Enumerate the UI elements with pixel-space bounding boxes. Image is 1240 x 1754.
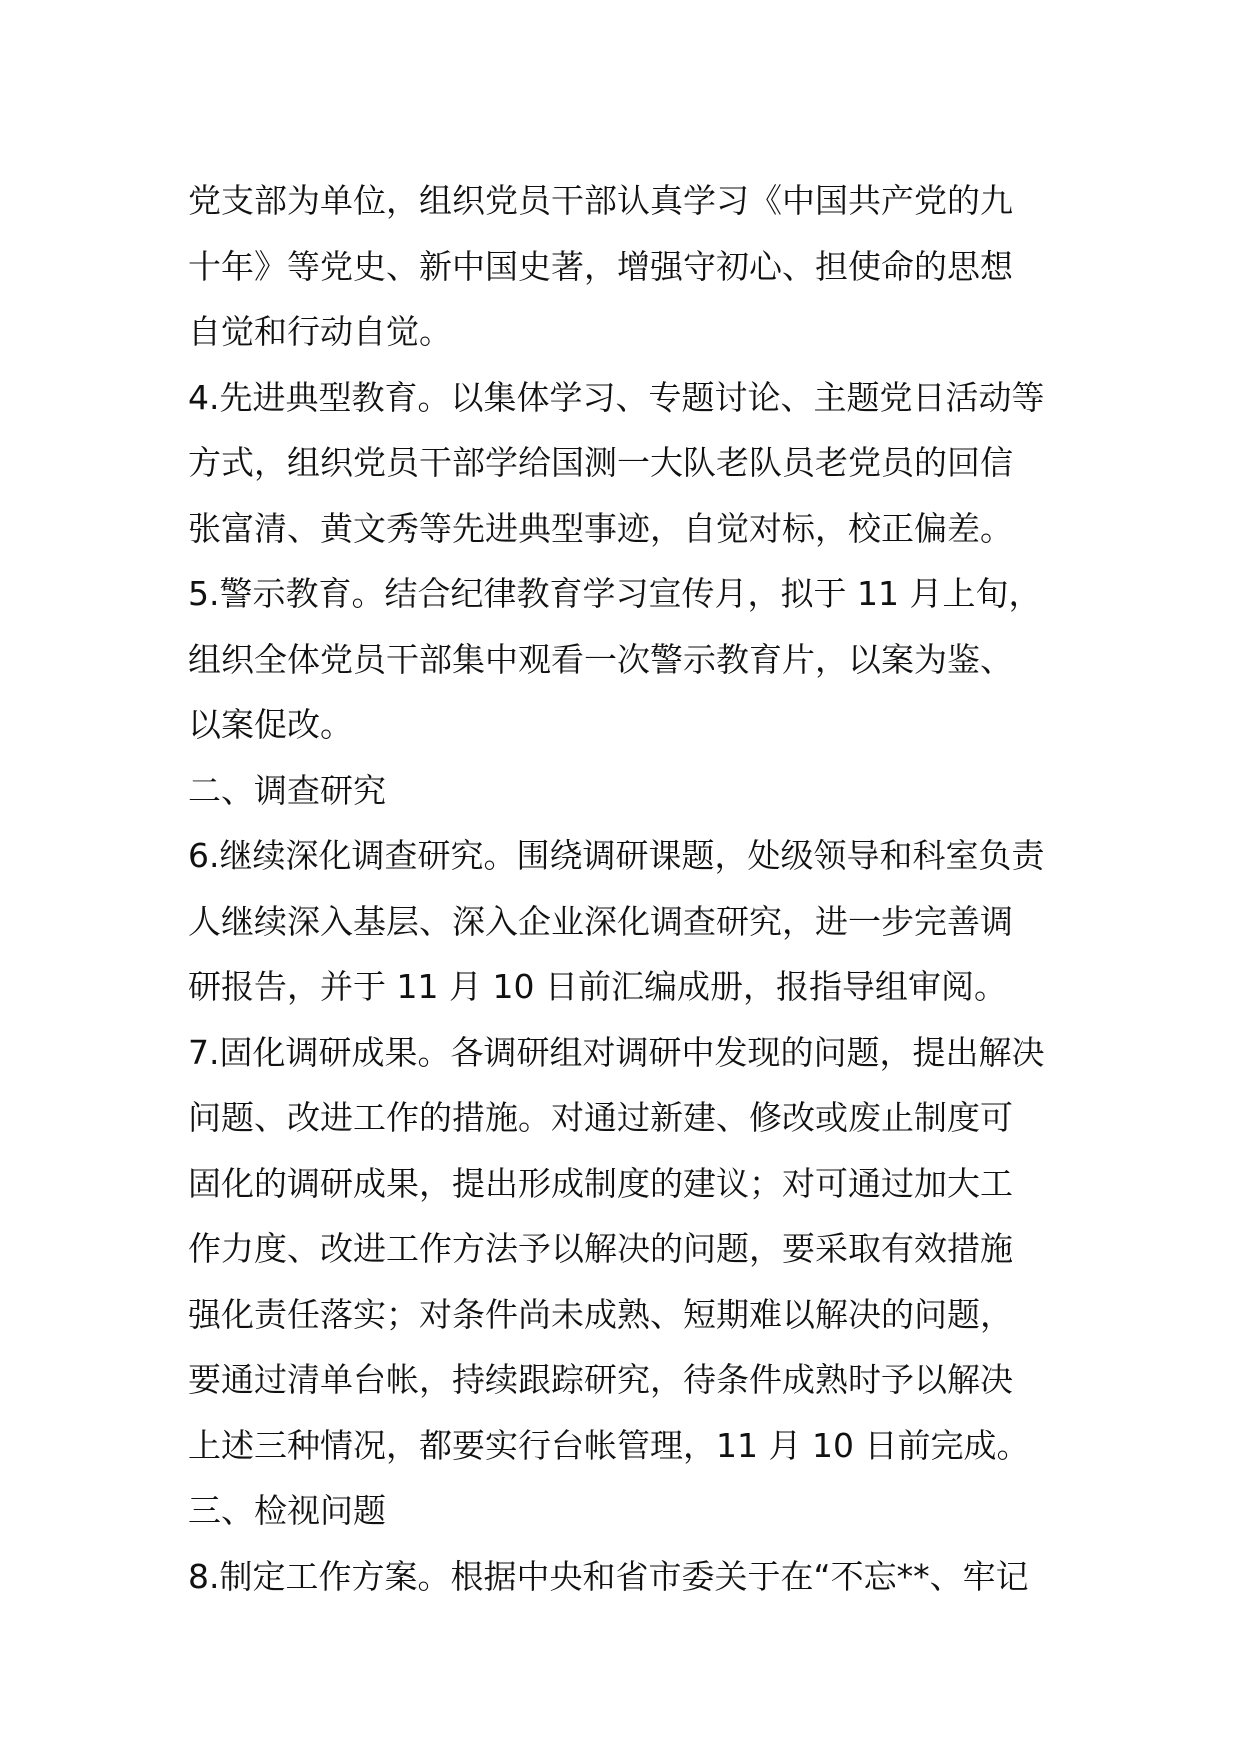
- text-line: 上述三种情况，都要实行台帐管理，11 月 10 日前完成。: [188, 1425, 1030, 1465]
- text-line: 5.警示教育。结合纪律教育学习宣传月，拟于 11 月上旬，: [188, 574, 1042, 613]
- text-line: 7.固化调研成果。各调研组对调研中发现的问题，提出解决: [188, 1032, 1045, 1072]
- text-line: 研报告，并于 11 月 10 日前汇编成册，报指导组审阅。: [188, 967, 1007, 1006]
- document-body: [188, 168, 1068, 1609]
- text-line: 强化责任落实；对条件尚未成熟、短期难以解决的问题，: [188, 1294, 1013, 1334]
- text-line: 6.继续深化调查研究。围绕调研课题，处级领导和科室负责: [188, 836, 1045, 875]
- text-line: 4.先进典型教育。以集体学习、专题讨论、主题党日活动等: [188, 377, 1045, 417]
- text-line: 方式，组织党员干部学给国测一大队老队员老党员的回信: [188, 443, 1013, 482]
- text-line: 人继续深入基层、深入企业深化调查研究，进一步完善调: [188, 901, 1013, 941]
- text-line: 以案促改。: [188, 705, 353, 744]
- text-line: 8.制定工作方案。根据中央和省市委关于在“不忘**、牢记: [188, 1556, 1029, 1596]
- text-line: 要通过清单台帐，持续跟踪研究，待条件成熟时予以解决: [188, 1360, 1013, 1399]
- text-line: 问题、改进工作的措施。对通过新建、修改或废止制度可: [188, 1098, 1013, 1137]
- text-line: 十年》等党史、新中国史著，增强守初心、担使命的思想: [188, 246, 1013, 286]
- text-line: 党支部为单位，组织党员干部认真学习《中国共产党的九: [188, 181, 1013, 220]
- section-heading: 二、调查研究: [188, 770, 386, 810]
- text-line: 作力度、改进工作方法予以解决的问题，要采取有效措施: [188, 1229, 1013, 1268]
- section-heading: 三、检视问题: [188, 1491, 386, 1530]
- text-line: 张富清、黄文秀等先进典型事迹，自觉对标，校正偏差。: [188, 508, 1013, 548]
- text-line: 自觉和行动自觉。: [188, 312, 452, 351]
- text-line: 固化的调研成果，提出形成制度的建议；对可通过加大工: [188, 1163, 1013, 1203]
- text-line: 组织全体党员干部集中观看一次警示教育片，以案为鉴、: [188, 639, 1013, 679]
